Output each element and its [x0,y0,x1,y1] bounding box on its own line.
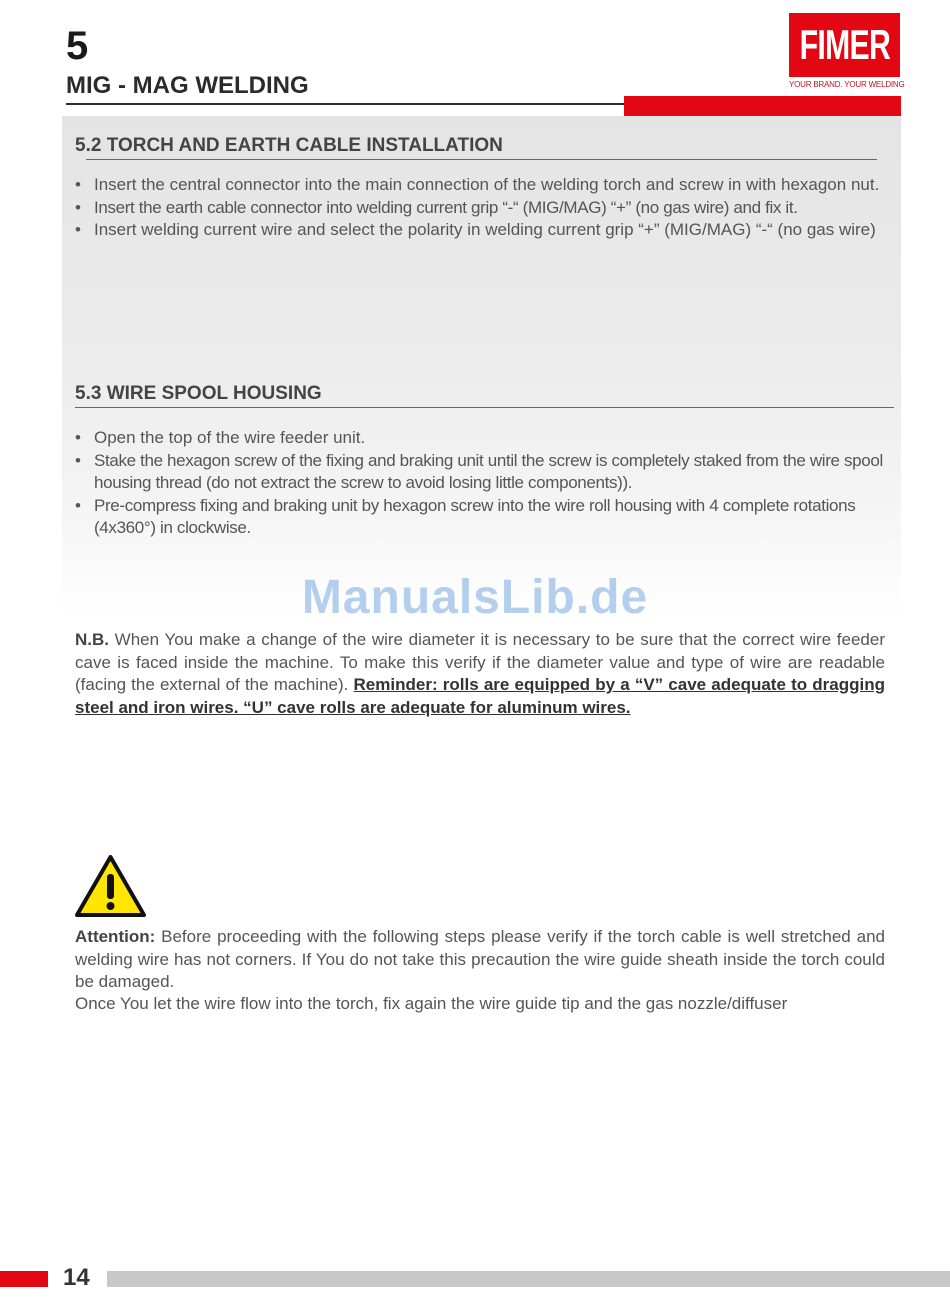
watermark: ManualsLib.de [301,571,649,624]
footer-accent-bar [0,1271,48,1287]
list-item: • Insert the central connector into the main connection of the welding torch and screw in with hexagon nut. [75,174,885,197]
attention-text: Before proceeding with the following steps please verify if the torch cable is well stretched and welding wire has not corners. If You do not take this precaution the wire guide sheath inside the torch could be damaged. [75,927,885,991]
list-item: • Insert welding current wire and select the polarity in welding current grip “+” (MIG/MAG) “-“ (no gas wire) [75,219,885,242]
section-title-wire-spool: 5.3 WIRE SPOOL HOUSING [75,383,322,404]
logo-tagline: YOUR BRAND. YOUR WELDING [789,80,905,89]
page-number: 14 [63,1264,90,1291]
attention-followup: Once You let the wire flow into the torch, fix again the wire guide tip and the gas nozzle/diffuser [75,994,788,1013]
note-reminder: Reminder: rolls are equipped by a “V” cave adequate to dragging steel and iron wires. “U” cave rolls are adequate for aluminum wires. [75,675,885,717]
torch-installation-list [75,174,885,242]
section-rule [75,407,894,408]
note-text: When You make a change of the wire diameter it is necessary to be sure that the correct wire feeder cave is faced inside the machine. To make this verify if the diameter value and type of wire are readable (facing the external of the machine). [75,630,885,694]
header-rule [66,103,624,105]
list-item: • Pre-compress fixing and braking unit by hexagon screw into the wire roll housing with 4 complete rotations (4x360°) in clockwise. [75,495,885,540]
list-item: • Insert the earth cable connector into welding current grip “-“ (MIG/MAG) “+” (no gas wire) and fix it. [75,197,885,220]
section-title-torch-installation: 5.2 TORCH AND EARTH CABLE INSTALLATION [75,135,503,156]
list-item: • Stake the hexagon screw of the fixing and braking unit until the screw is completely staked from the wire spool housing thread (do not extract the screw to avoid losing little components)). [75,450,885,495]
chapter-number: 5 [66,24,89,68]
wire-spool-list [75,427,885,540]
note-label: N.B. [75,630,109,649]
section-rule [86,159,877,160]
attention-paragraph [75,926,885,994]
note-paragraph [75,629,885,719]
header-accent-bar [624,96,901,116]
attention-label: Attention: [75,927,156,946]
fimer-logo [789,13,900,77]
warning-icon [74,854,147,918]
chapter-title: MIG - MAG WELDING [66,72,309,99]
footer-bar [107,1271,950,1287]
list-item: • Open the top of the wire feeder unit. [75,427,885,450]
logo-text: FIMER [799,21,890,68]
